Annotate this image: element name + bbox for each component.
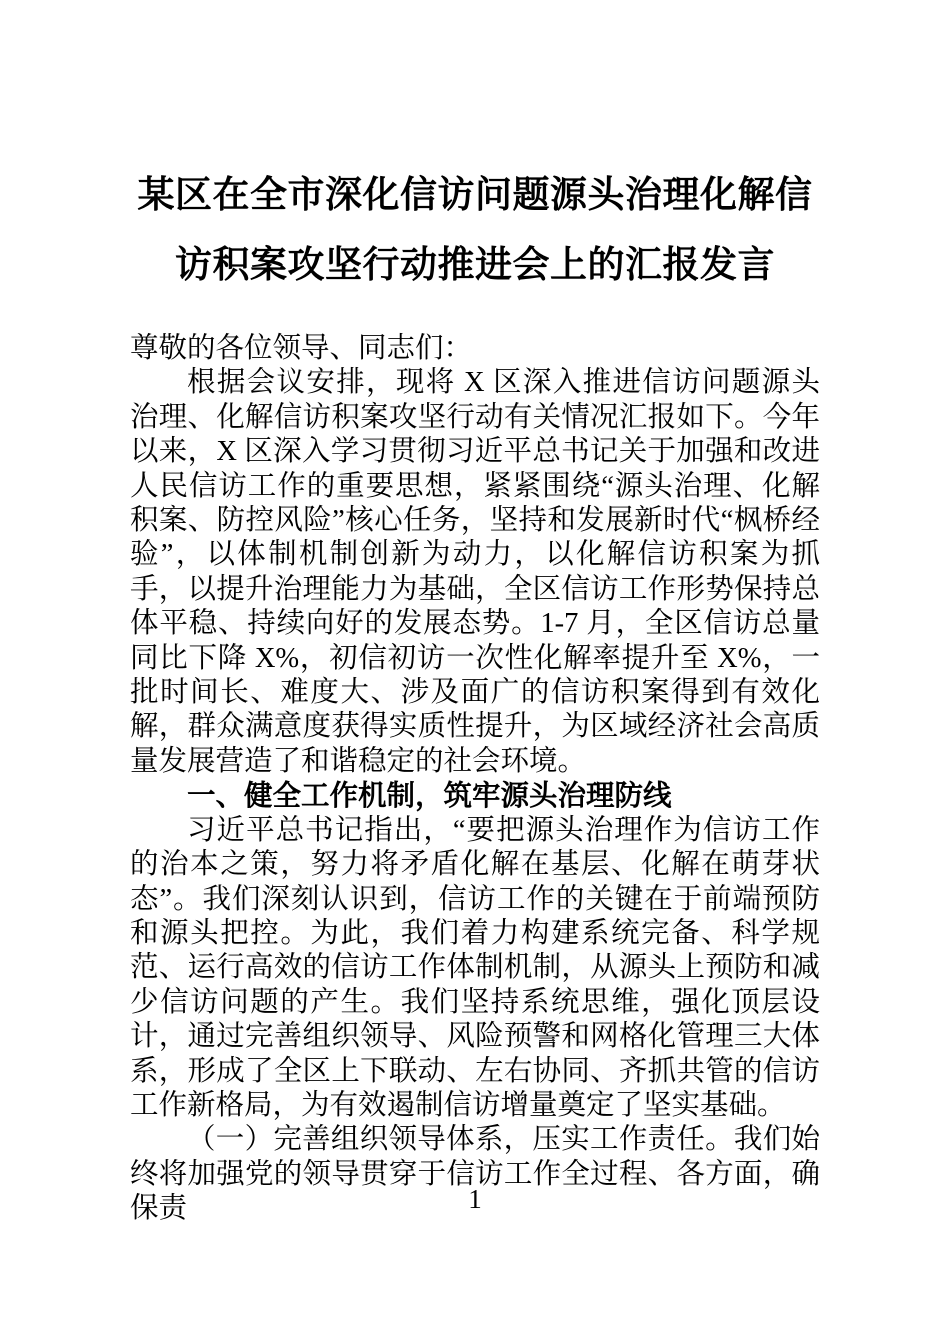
paragraph-section-1: 习近平总书记指出，“要把源头治理作为信访工作的治本之策，努力将矛盾化解在基层、化解在萌芽状态”。我们深刻认识到，信访工作的关键在于前端预防和源头把控。为此，我们着力构建系统完备、科学规范、运行高效的信访工作体制机制，从源头上预防和减少信访问题的产生。我们坚持系统思维，强化顶层设计，通过完善组织领导、风险预警和网格化管理三大体系，形成了全区上下联动、左右协同、齐抓共管的信访工作新格局，为有效遏制信访增量奠定了坚实基础。 [130, 814, 820, 1121]
section-heading-1: 一、健全工作机制，筑牢源头治理防线 [187, 780, 672, 813]
document-title: 某区在全市深化信访问题源头治理化解信访积案攻坚行动推进会上的汇报发言 [137, 174, 813, 285]
document-body [130, 332, 820, 1227]
page-number: 1 [468, 1184, 482, 1214]
paragraph-subsection-1-1: （一）完善组织领导体系，压实工作责任。我们始终将加强党的领导贯穿于信访工作全过程、各方面，确保责 [130, 1124, 820, 1225]
salutation-line: 尊敬的各位领导、同志们： [130, 333, 473, 364]
paragraph-introduction: 根据会议安排，现将 X 区深入推进信访问题源头治理、化解信访积案攻坚行动有关情况汇报如下。今年以来，X 区深入学习贯彻习近平总书记关于加强和改进人民信访工作的重要思想，紧紧围绕“源头治理、化解积案、防控风险”核心任务，坚持和发展新时代“枫桥经验”，以体制机制创新为动力，以化解信访积案为抓手，以提升治理能力为基础，全区信访工作形势保持总体平稳、持续向好的发展态势。1-7 月，全区信访总量同比下降 X%，初信初访一次性化解率提升至 X%，一批时间长、难度大、涉及面广的信访积案得到有效化解，群众满意度获得实质性提升，为区域经济社会高质量发展营造了和谐稳定的社会环境。 [130, 367, 820, 777]
